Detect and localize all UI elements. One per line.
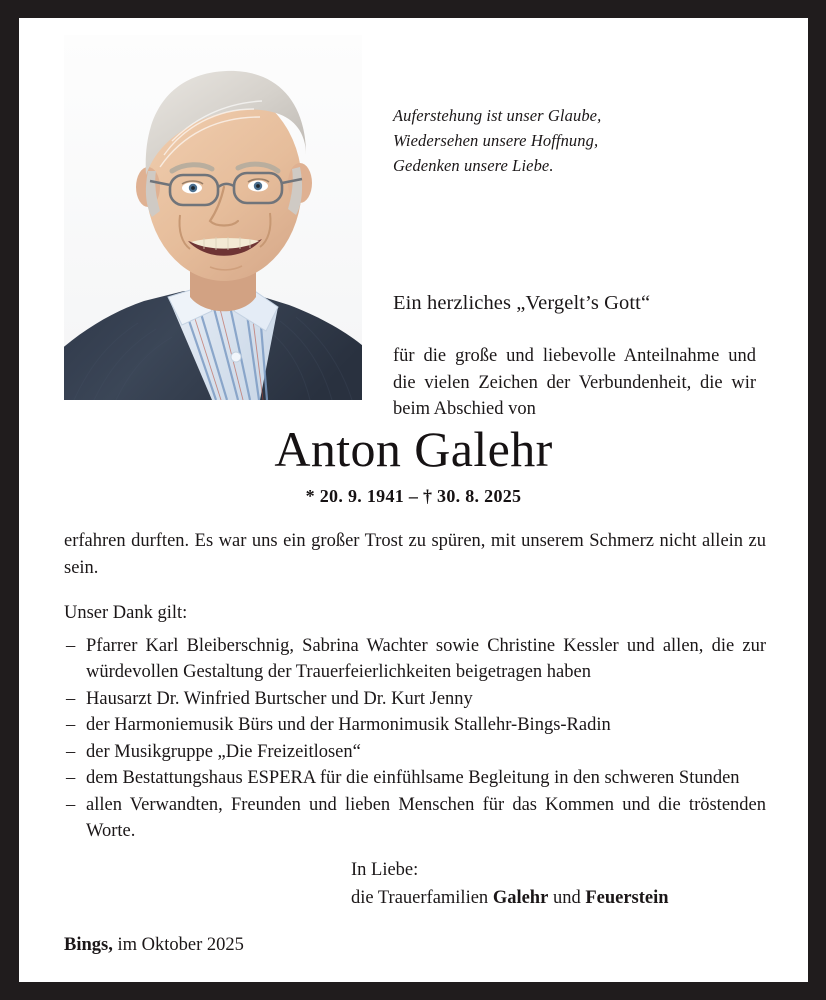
list-dash-icon: –	[66, 768, 76, 788]
place-date: im Oktober 2025	[112, 935, 244, 955]
thanks-list-item	[64, 765, 766, 792]
thanks-list-item-text: der Harmoniemusik Bürs und der Harmonimusik Stallehr-Bings-Radin	[86, 715, 611, 735]
list-dash-icon: –	[66, 794, 76, 815]
verse-line-2: Wiedersehen unsere Hoffnung,	[393, 131, 599, 150]
thanks-list-item-text: allen Verwandten, Freunden und lieben Menschen für das Kommen und die tröstenden Worte.	[86, 794, 766, 841]
thanks-list-item-text: der Musikgruppe „Die Freizeitlosen“	[86, 741, 361, 762]
thanks-heading: Ein herzliches „Vergelt’s Gott“	[393, 292, 651, 314]
thanks-list-item	[64, 686, 766, 713]
list-dash-icon: –	[66, 635, 76, 656]
signature-line-1: In Liebe:	[351, 860, 419, 880]
portrait-image	[64, 35, 362, 400]
list-dash-icon: –	[66, 715, 76, 735]
list-dash-icon: –	[66, 688, 76, 709]
thanks-list-item-text: Hausarzt Dr. Winfried Burtscher und Dr. Kurt Jenny	[86, 688, 473, 709]
family-name-1: Galehr	[492, 888, 549, 908]
thanks-intro-text: für die große und liebevolle Anteilnahme und die vielen Zeichen der Verbundenheit, die wir beim Abschied von	[393, 346, 756, 419]
portrait-photo	[64, 35, 362, 400]
signature-block	[351, 856, 669, 912]
obituary-card	[19, 18, 808, 982]
signature-prefix: die Trauerfamilien	[351, 888, 493, 908]
thanks-list-item	[64, 792, 766, 845]
deceased-dates: * 20. 9. 1941 – † 30. 8. 2025	[305, 486, 522, 506]
family-name-2: Feuerstein	[585, 888, 669, 908]
thanks-list-item	[64, 712, 766, 739]
thanks-list-item-text: dem Bestattungshaus ESPERA für die einfühlsame Begleitung in den schweren Stunden	[86, 768, 740, 788]
place-town: Bings,	[64, 935, 113, 955]
verse-line-3: Gedenken unsere Liebe.	[393, 156, 554, 175]
thanks-list-item	[64, 739, 766, 766]
body-continuation: erfahren durften. Es war uns ein großer Trost zu spüren, mit unserem Schmerz nicht allein zu sein.	[64, 531, 766, 578]
signature-conjunction: und	[548, 888, 586, 908]
thanks-list	[64, 633, 766, 845]
verse-line-1: Auferstehung ist unser Glaube,	[393, 106, 602, 125]
signature-line-2	[351, 884, 669, 912]
thanks-list-item	[64, 633, 766, 686]
list-dash-icon: –	[66, 741, 76, 762]
deceased-name: Anton Galehr	[274, 421, 553, 477]
obituary-body	[64, 528, 766, 845]
thanks-list-intro: Unser Dank gilt:	[64, 603, 188, 623]
thanks-list-item-text: Pfarrer Karl Bleiberschnig, Sabrina Wachter sowie Christine Kessler und allen, die zur würdevollen Gestaltung der Trauerfeierlichkeiten beigetragen haben	[86, 635, 766, 682]
place-date-line	[64, 932, 244, 958]
memorial-verse	[393, 103, 723, 178]
